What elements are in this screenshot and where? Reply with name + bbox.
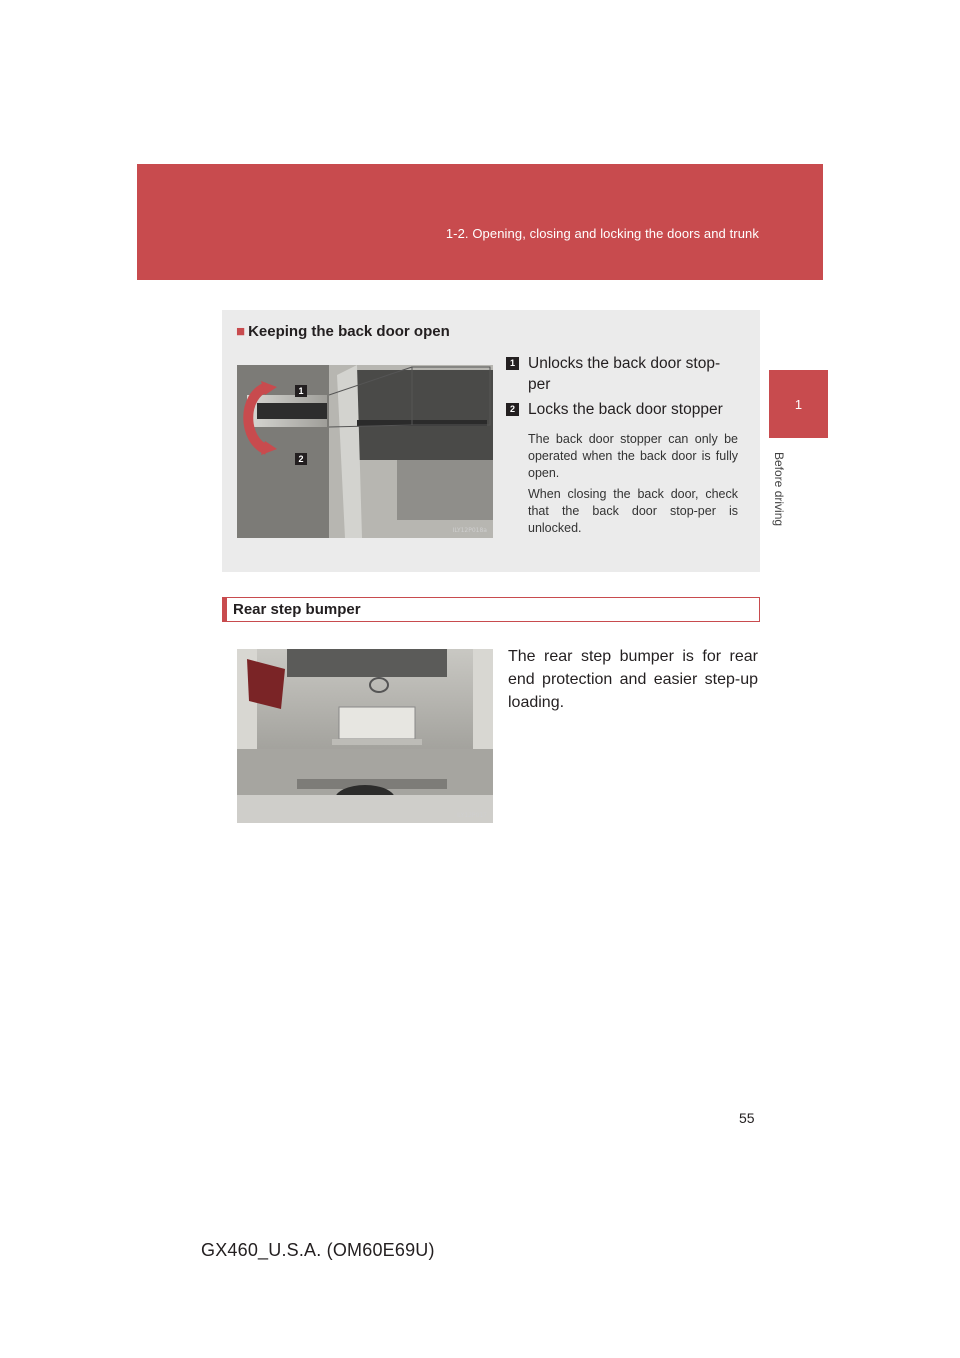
- callout-2-badge: 2: [295, 453, 307, 465]
- back-door-info-box: [222, 310, 760, 572]
- callout-1-badge: 1: [295, 385, 307, 397]
- step-2-text: Locks the back door stopper: [528, 401, 723, 418]
- page-number: 55: [739, 1110, 755, 1126]
- rear-step-bumper-photo: [237, 649, 493, 823]
- note-closing: When closing the back door, check that the back door stop-per is unlocked.: [528, 487, 738, 535]
- step-1-text: Unlocks the back door stop-per: [528, 355, 721, 393]
- chapter-number-tab: 1: [769, 370, 828, 438]
- photo-code: ILY12P018a: [452, 527, 487, 534]
- back-door-stopper-photo: [237, 365, 493, 538]
- back-door-stopper-illustration: [237, 365, 493, 538]
- note-operation: The back door stopper can only be operated when the back door is fully open.: [528, 432, 738, 480]
- info-box-heading: [236, 323, 450, 340]
- section-heading: [222, 597, 760, 622]
- chapter-header-band: [137, 164, 823, 280]
- section-heading-text: Rear step bumper: [233, 601, 361, 618]
- footer-manual-code: GX460_U.S.A. (OM60E69U): [201, 1240, 435, 1260]
- heading-square-marker: ■: [236, 323, 246, 340]
- chapter-side-label: Before driving: [772, 452, 786, 527]
- rear-bumper-illustration: [237, 649, 493, 823]
- step-lock: [506, 399, 742, 420]
- step-1-badge: 1: [506, 357, 519, 370]
- step-2-badge: 2: [506, 403, 519, 416]
- step-unlock: [506, 353, 742, 395]
- stopper-steps: [506, 353, 742, 424]
- photo-code: ILY12P017: [456, 812, 487, 819]
- info-box-heading-text: Keeping the back door open: [248, 323, 450, 340]
- chapter-section-title: 1-2. Opening, closing and locking the doors and trunk: [445, 226, 759, 241]
- section-heading-bar: [222, 598, 227, 621]
- rear-step-bumper-description: The rear step bumper is for rear end protection and easier step-up loading.: [508, 648, 758, 711]
